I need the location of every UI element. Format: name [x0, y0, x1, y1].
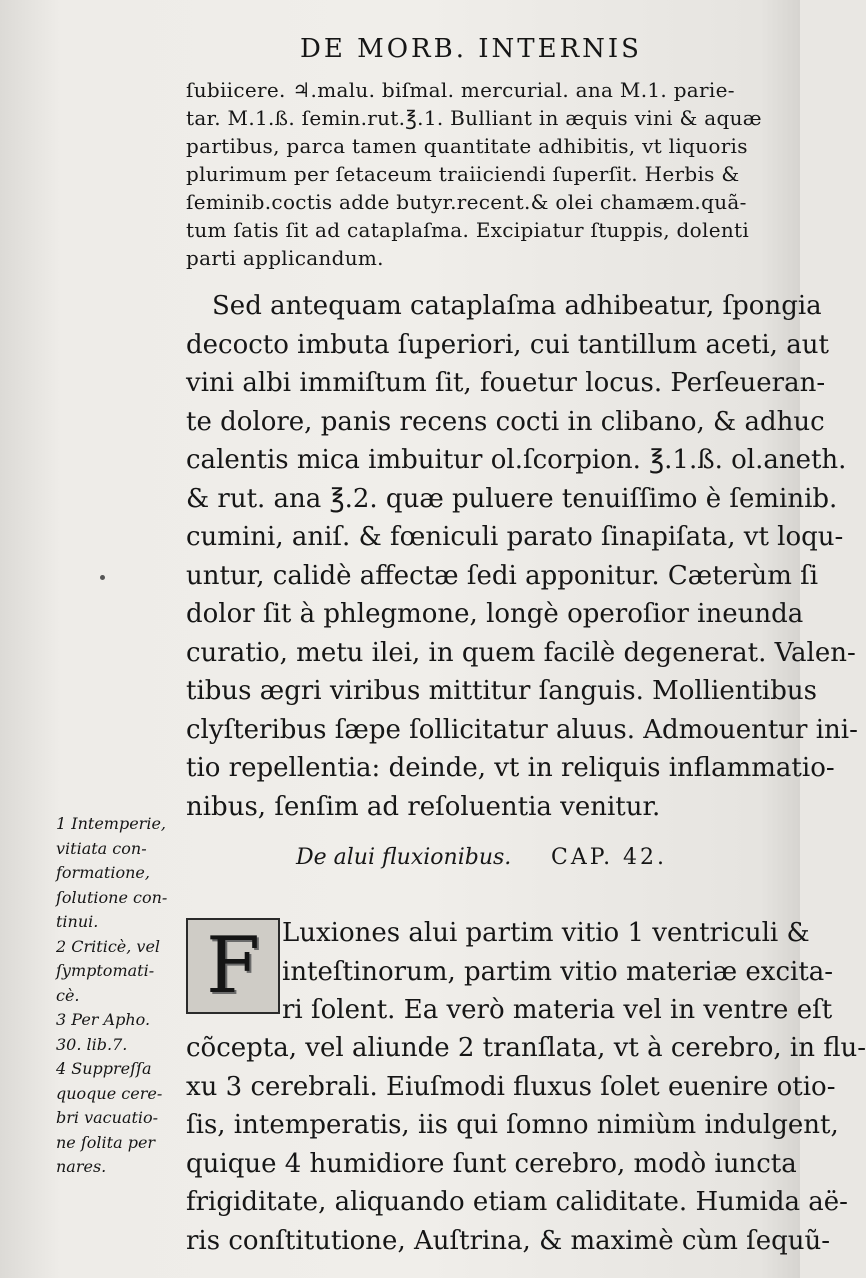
margin-note-line: formatione, [56, 863, 150, 882]
paragraph-line: vini albi immiſtum ſit, fouetur locus. Perſeueran- [186, 368, 826, 398]
recipe-line: ſubiicere. ♃.malu. biſmal. mercurial. ana M.1. parie- [186, 78, 735, 102]
margin-note-line: vitiata con- [56, 838, 147, 858]
chapter-line: Luxiones alui partim vitio 1 ventriculi & [282, 918, 810, 948]
chapter-heading [296, 845, 716, 870]
margin-note-line: quoque cere- [56, 1083, 163, 1103]
chapter-line: quique 4 humidiore ſunt cerebro, modò iuncta [186, 1148, 797, 1179]
chapter-line: ris conſtitutione, Auſtrina, & maximè cùm ſequũ- [186, 1225, 831, 1256]
chapter-number: CAP. 42. [551, 845, 668, 870]
recipe-line: plurimum per ſetaceum traiiciendi ſuperſit. Herbis & [186, 162, 740, 186]
recipe-line: tum ſatis ſit ad cataplaſma. Excipiatur ſtuppis, dolenti [186, 218, 750, 242]
ink-speck [100, 575, 105, 580]
margin-note-line: 2 Criticè, vel [56, 936, 161, 956]
chapter-line: ſis, intemperatis, iis qui ſomno nimiùm indulgent, [186, 1110, 839, 1140]
margin-notes [56, 812, 186, 1180]
recipe-block [186, 76, 766, 272]
recipe-line: ſeminib.coctis adde butyr.recent.& olei chamæm.quã- [186, 190, 747, 214]
paragraph-line: untur, calidè affectæ ſedi apponitur. Cæterùm ſi [186, 560, 819, 591]
margin-note-line: bri vacuatio- [56, 1108, 159, 1127]
paragraph-line: dolor ſit à phlegmone, longè operoſior ineunda [186, 599, 804, 629]
paragraph-line: cumini, aniſ. & fœniculi parato ſinapiſata, vt loqu- [186, 522, 844, 552]
recipe-line: parti applicandum. [186, 246, 384, 270]
chapter-line: inteſtinorum, partim vitio materiæ excita- [282, 956, 834, 987]
initial-letter: F [205, 921, 261, 1011]
paragraph-line: tio repellentia: deinde, vt in reliquis inflammatio- [186, 753, 835, 783]
margin-note-line: 1 Intemperie, [56, 814, 166, 833]
paragraph-line: Sed antequam cataplaſma adhibeatur, ſpongia [212, 291, 822, 321]
chapter-line: frigiditate, aliquando etiam caliditate. Humida aë- [186, 1187, 848, 1217]
paragraph-line: te dolore, panis recens cocti in clibano, & adhuc [186, 406, 825, 437]
margin-note-line: 3 Per Apho. [56, 1010, 151, 1029]
chapter-body [186, 1029, 866, 1260]
margin-note-line: 4 Suppreſſa [56, 1059, 152, 1078]
body-paragraph [186, 287, 858, 826]
paragraph-line: curatio, metu ilei, in quem facilè degenerat. Valen- [186, 637, 856, 668]
paragraph-line: & rut. ana ℥.2. quæ puluere tenuiſſimo è ſeminib. [186, 483, 838, 514]
chapter-lines-beside-initial [282, 914, 834, 1030]
chapter-line: xu 3 cerebrali. Eiuſmodi fluxus ſolet euenire otio- [186, 1071, 836, 1102]
recipe-line: tar. M.1.ß. ſemin.rut.℥.1. Bulliant in æquis vini & aquæ [186, 106, 762, 130]
margin-note-line: ſolutione con- [56, 887, 168, 907]
paragraph-line: nibus, ſenſim ad reſoluentia venitur. [186, 791, 661, 822]
margin-note-line: 30. lib.7. [56, 1034, 128, 1054]
margin-note-line: cè. [56, 985, 80, 1005]
paragraph-line: clyſteribus ſæpe ſollicitatur aluus. Admouentur ini- [186, 714, 858, 745]
chapter-title: De alui fluxionibus. [296, 845, 512, 870]
margin-note-line: nares. [56, 1157, 107, 1176]
recipe-line: partibus, parca tamen quantitate adhibitis, vt liquoris [186, 134, 748, 158]
paragraph-line: tibus ægri viribus mittitur ſanguis. Mollientibus [186, 676, 817, 706]
chapter-line: ri ſolent. Ea verò materia vel in ventre eſt [282, 995, 833, 1025]
paragraph-line: calentis mica imbuitur ol.ſcorpion. ℥.1.ß. ol.aneth. [186, 445, 847, 475]
decorated-initial [186, 918, 280, 1014]
margin-note-line: ne ſolita per [56, 1132, 156, 1152]
running-title: DE MORB. INTERNIS [300, 34, 642, 64]
margin-note-line: ſymptomati- [56, 961, 155, 980]
chapter-line: cõcepta, vel aliunde 2 tranſlata, vt à cerebro, in flu- [186, 1033, 866, 1063]
paragraph-line: decocto imbuta ſuperiori, cui tantillum aceti, aut [186, 329, 829, 360]
margin-note-line: tinui. [56, 912, 99, 931]
